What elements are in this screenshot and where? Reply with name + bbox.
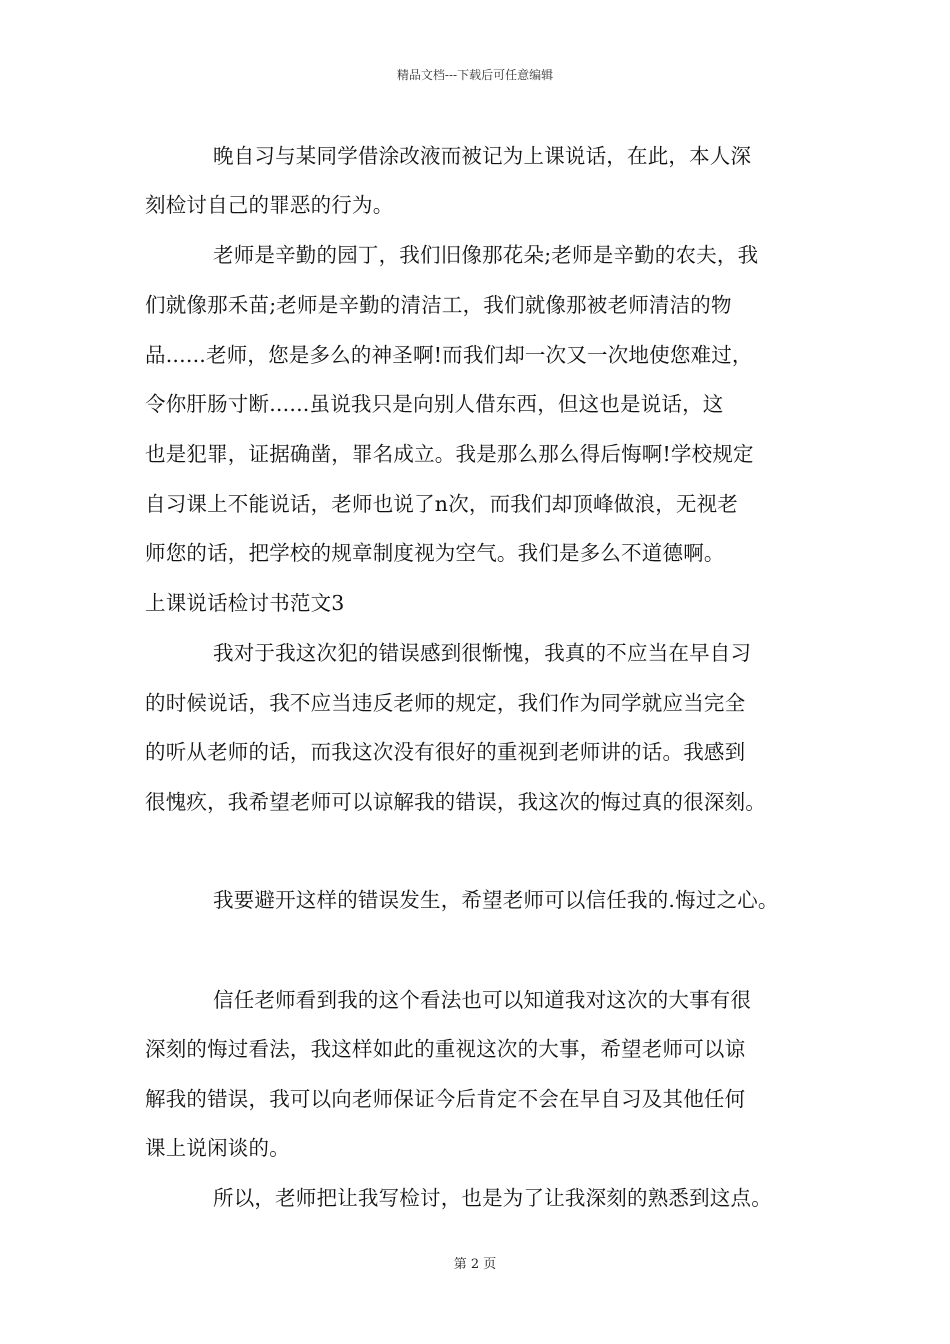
- page-header: 精品文档---下载后可任意编辑: [396, 68, 554, 82]
- text-line: 老师是辛勤的园丁，我们旧像那花朵;老师是辛勤的农夫，我: [213, 243, 759, 267]
- text-line: 所以，老师把让我写检讨，也是为了让我深刻的熟悉到这点。: [213, 1186, 772, 1210]
- text-line: 晚自习与某同学借涂改液而被记为上课说话，在此，本人深: [213, 144, 752, 168]
- text-line: 师您的话，把学校的规章制度视为空气。我们是多么不道德啊。: [145, 541, 725, 565]
- text-line: 们就像那禾苗;老师是辛勤的清洁工，我们就像那被老师清洁的物: [145, 293, 732, 317]
- text-line: 也是犯罪，证据确凿，罪名成立。我是那么那么得后悔啊!学校规定: [145, 442, 754, 466]
- text-line: 刻检讨自己的罪恶的行为。: [145, 193, 394, 217]
- page-number: 第 2 页: [453, 1257, 497, 1272]
- text-line: 深刻的悔过看法，我这样如此的重视这次的大事，希望老师可以谅: [145, 1037, 746, 1061]
- text-line: 自习课上不能说话，老师也说了n次，而我们却顶峰做浪，无视老: [145, 492, 739, 516]
- text-line: 解我的错误，我可以向老师保证今后肯定不会在早自习及其他任何: [145, 1087, 746, 1111]
- text-line: 信任老师看到我的这个看法也可以知道我对这次的大事有很: [213, 988, 752, 1012]
- text-line: 的听从老师的话，而我这次没有很好的重视到老师讲的话。我感到: [145, 740, 746, 764]
- text-line: 很愧疚，我希望老师可以谅解我的错误，我这次的悔过真的很深刻。: [145, 790, 766, 814]
- text-line: 课上说闲谈的。: [145, 1136, 290, 1160]
- text-line: 令你肝肠寸断......虽说我只是向别人借东西，但这也是说话，这: [145, 392, 724, 416]
- text-line: 品......老师，您是多么的神圣啊!而我们却一次又一次地使您难过，: [145, 343, 753, 367]
- text-line: 我对于我这次犯的错误感到很惭愧，我真的不应当在早自习: [213, 641, 752, 665]
- text-line: 我要避开这样的错误发生，希望老师可以信任我的.悔过之心。: [213, 888, 779, 912]
- section-heading: 上课说话检讨书范文3: [145, 591, 345, 615]
- text-line: 的时候说话，我不应当违反老师的规定，我们作为同学就应当完全: [145, 691, 746, 715]
